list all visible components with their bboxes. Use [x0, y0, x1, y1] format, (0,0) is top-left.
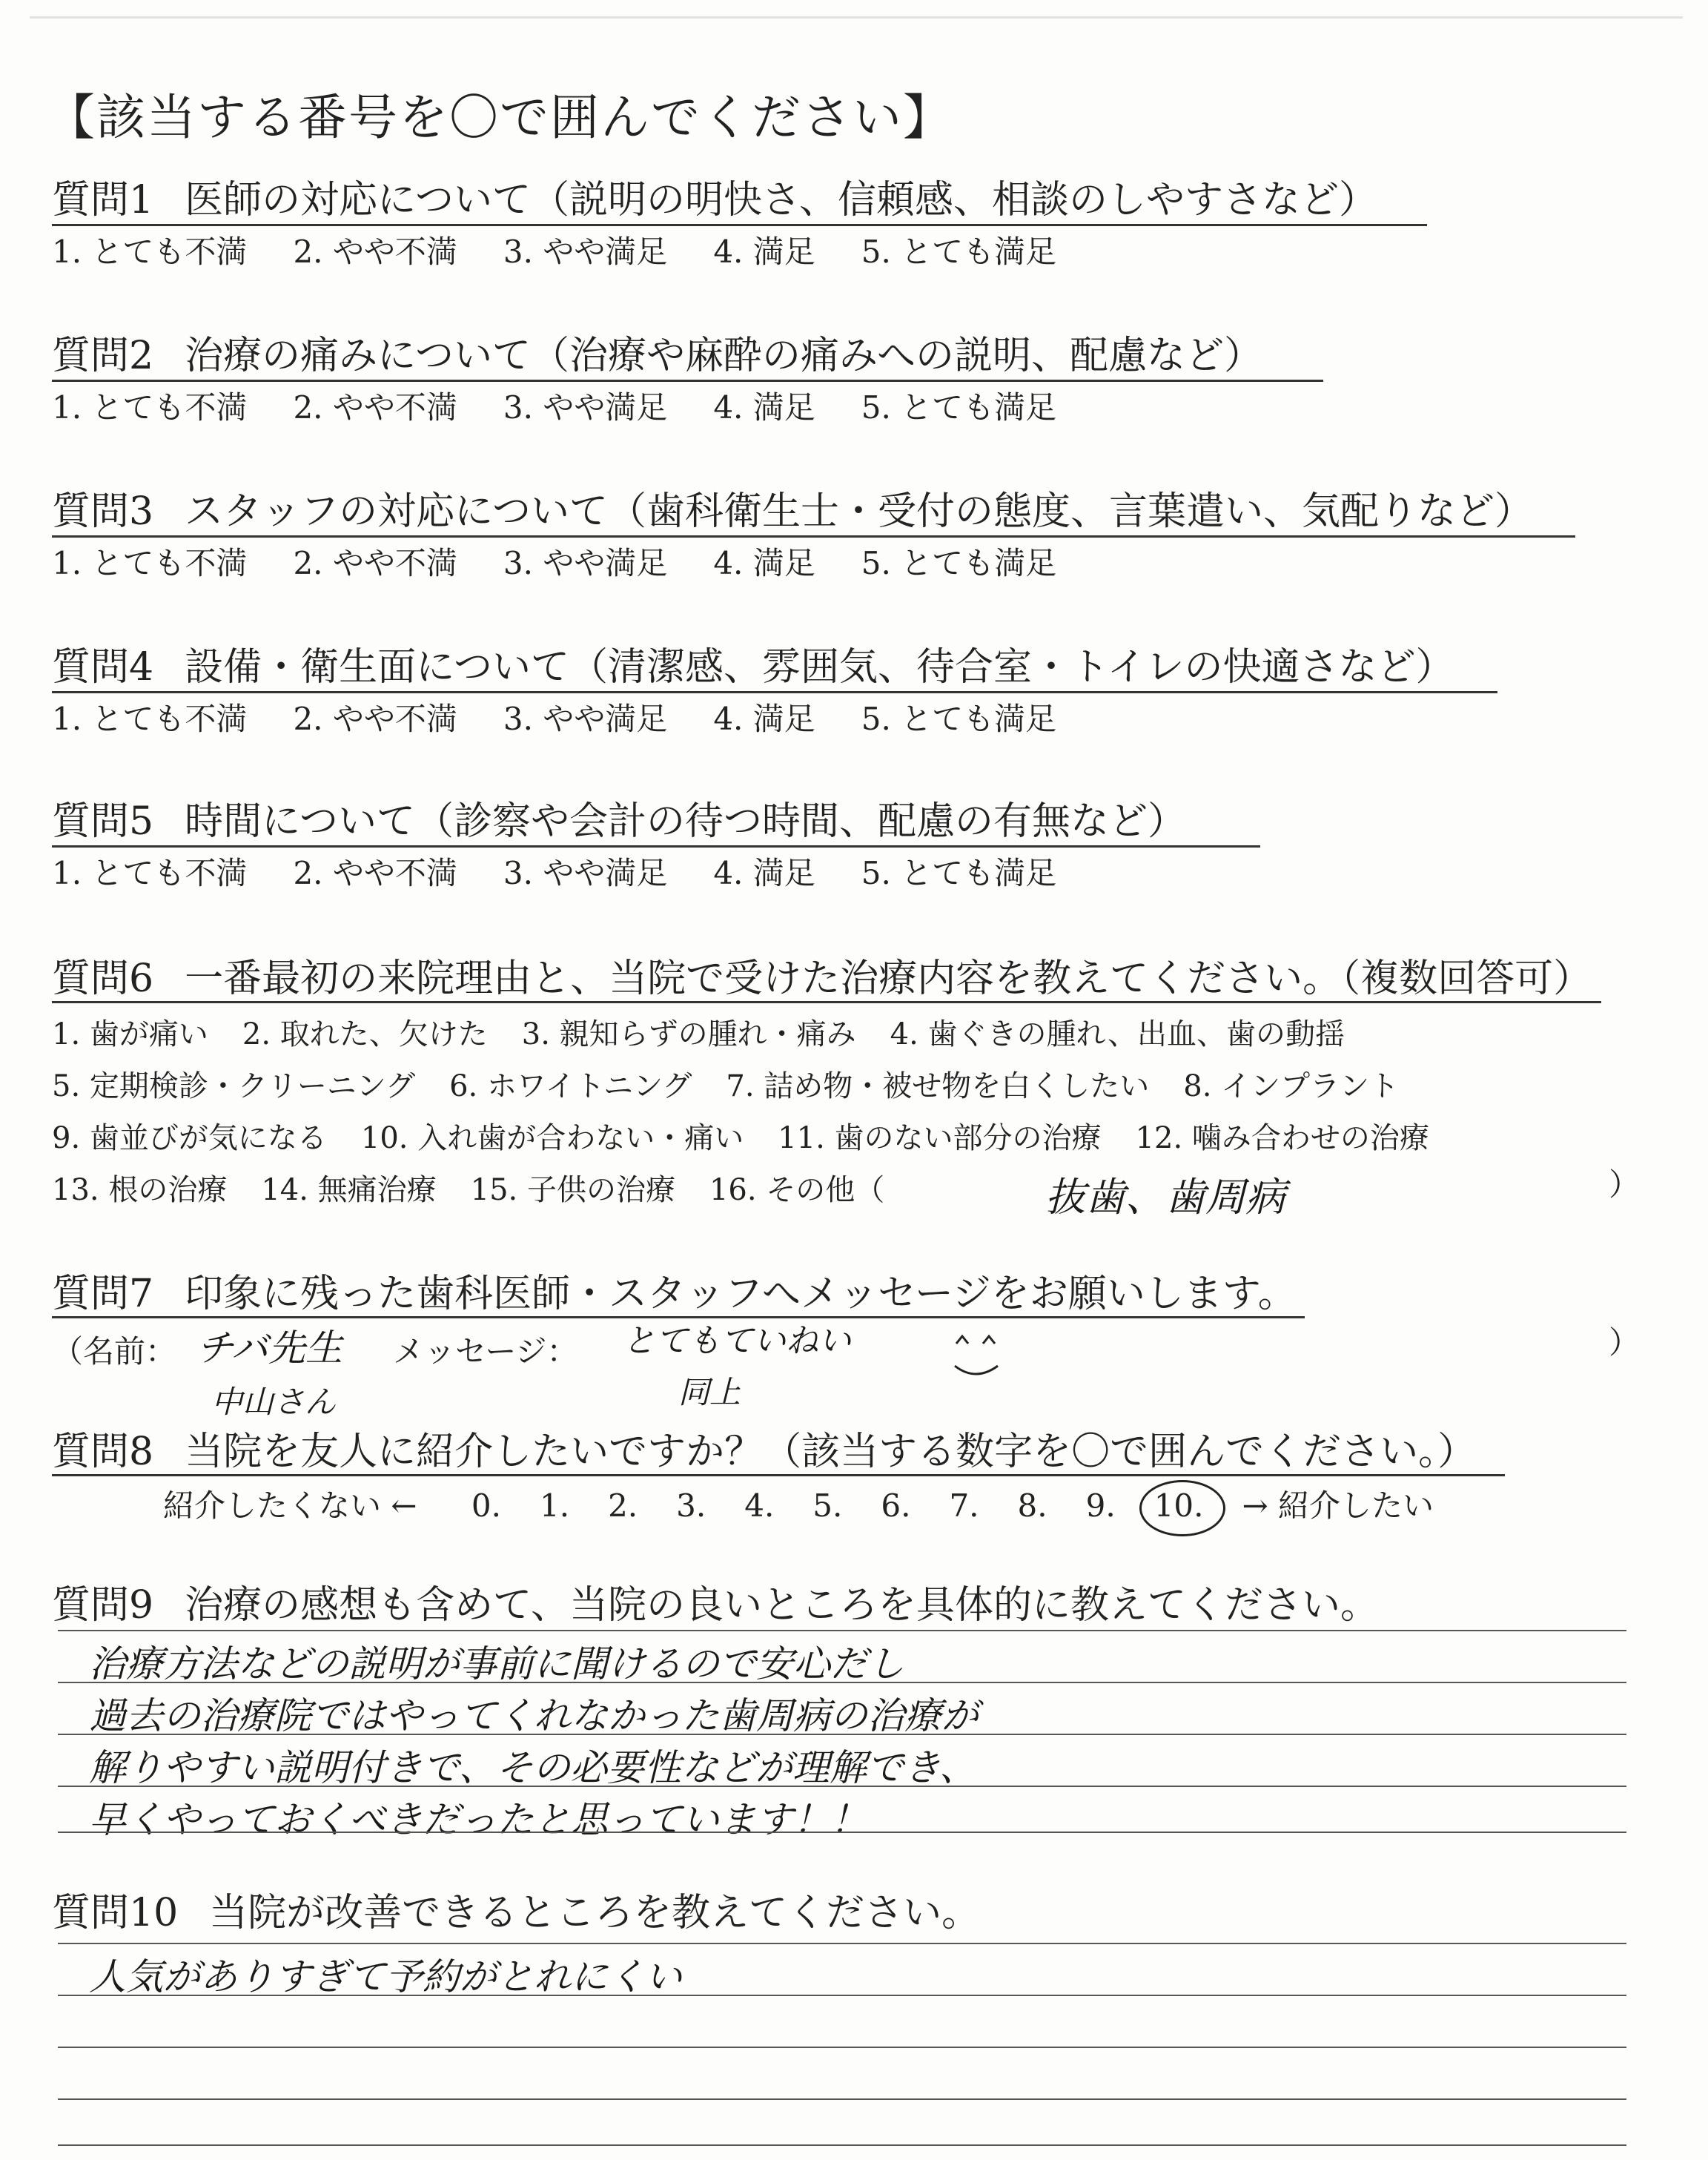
question-number: 質問1 — [52, 178, 154, 222]
question-text: 医師の対応について（説明の明快さ、信頼感、相談のしやすさなど） — [185, 178, 1377, 222]
q6-options — [52, 1008, 1646, 1216]
q6-option[interactable]: 12. 噛み合わせの治療 — [1135, 1121, 1429, 1155]
q9-answer-rule — [58, 1734, 1626, 1735]
q6-option[interactable]: 4. 歯ぐきの腫れ、出血、歯の動揺 — [890, 1017, 1345, 1051]
question-4 — [52, 638, 1646, 742]
q8-scale-3[interactable]: 3. — [676, 1487, 706, 1524]
question-number: 質問3 — [52, 489, 154, 534]
q6-underline — [52, 1001, 1601, 1003]
question-number: 質問4 — [52, 645, 154, 690]
q6-option-row — [52, 1164, 1646, 1216]
q10-answer-rule — [58, 1943, 1626, 1944]
rating-options — [52, 386, 1646, 430]
rating-options — [52, 851, 1646, 896]
question-number: 質問5 — [52, 799, 154, 844]
q7-message-label: メッセージ： — [393, 1333, 578, 1370]
question-1-underline — [52, 224, 1427, 226]
q6-option[interactable]: 1. 歯が痛い — [52, 1017, 208, 1051]
q6-option[interactable]: 14. 無痛治療 — [261, 1173, 437, 1207]
question-9 — [52, 1576, 1646, 1635]
question-text: 設備・衛生面について（清潔感、雰囲気、待合室・トイレの快適さなど） — [185, 645, 1454, 690]
q10-answer-line: 人気がありすぎて予約がとれにくい — [89, 1955, 682, 1998]
q6-option[interactable]: 3. 親知らずの腫れ・痛み — [521, 1017, 856, 1051]
question-number: 質問2 — [52, 334, 154, 378]
rating-option-5[interactable]: 5. とても満足 — [861, 389, 1057, 426]
smiley-icon — [949, 1333, 1008, 1385]
rating-option-5[interactable]: 5. とても満足 — [861, 545, 1057, 581]
rating-option-3[interactable]: 3. やや満足 — [503, 855, 668, 891]
rating-option-4[interactable]: 4. 満足 — [713, 855, 815, 891]
question-2 — [52, 326, 1646, 430]
question-5 — [52, 792, 1646, 896]
q6-other-handwritten: 抜歯、歯周病 — [1045, 1174, 1285, 1221]
question-text: スタッフの対応について（歯科衛生士・受付の態度、言葉遣い、気配りなど） — [185, 489, 1534, 534]
rating-option-1[interactable]: 1. とても不満 — [52, 855, 248, 891]
q8-left-label: 紹介したくない ← — [163, 1487, 417, 1524]
question-number: 質問7 — [52, 1272, 154, 1316]
q10-answer-rule — [58, 2098, 1626, 2100]
question-2-underline — [52, 380, 1323, 382]
question-text: 一番最初の来院理由と、当院で受けた治療内容を教えてください。（複数回答可） — [185, 957, 1592, 1001]
q6-option[interactable]: 9. 歯並びが気になる — [52, 1121, 327, 1155]
question-text: 当院が改善できるところを教えてください。 — [209, 1891, 981, 1935]
q6-option[interactable]: 6. ホワイトニング — [449, 1069, 692, 1103]
question-4-underline — [52, 691, 1497, 693]
question-text: 治療の感想も含めて、当院の良いところを具体的に教えてください。 — [185, 1583, 1380, 1628]
q7-name-2: 中山さん — [211, 1384, 337, 1420]
q8-scale-2[interactable]: 2. — [608, 1487, 638, 1524]
question-number: 質問6 — [52, 957, 154, 1001]
q6-option[interactable]: 5. 定期検診・クリーニング — [52, 1069, 416, 1103]
question-5-underline — [52, 845, 1260, 848]
q9-answer-line: 治療方法などの説明が事前に聞けるので安心だし — [89, 1642, 904, 1685]
question-text: 治療の痛みについて（治療や麻酔の痛みへの説明、配慮など） — [185, 334, 1263, 378]
question-1 — [52, 171, 1646, 274]
q8-scale-5[interactable]: 5. — [812, 1487, 843, 1524]
q6-option[interactable]: 7. 詰め物・被せ物を白くしたい — [726, 1069, 1150, 1103]
rating-option-5[interactable]: 5. とても満足 — [861, 855, 1057, 891]
q8-scale-0[interactable]: 0. — [471, 1487, 501, 1524]
q8-right-label: → 紹介したい — [1242, 1487, 1434, 1524]
q10-answer-rule — [58, 1995, 1626, 1996]
q7-close-paren: ） — [1609, 1324, 1641, 1361]
q8-scale-1[interactable]: 1. — [539, 1487, 570, 1524]
rating-option-2[interactable]: 2. やや不満 — [293, 701, 457, 737]
question-number: 質問9 — [52, 1583, 154, 1628]
question-10 — [52, 1883, 1646, 1943]
rating-options — [52, 230, 1646, 274]
rating-option-2[interactable]: 2. やや不満 — [293, 234, 457, 270]
q6-close-paren: ） — [1609, 1166, 1641, 1203]
q7-message-1: とてもていねい — [623, 1322, 851, 1360]
q6-option-row — [52, 1060, 1646, 1112]
rating-option-4[interactable]: 4. 満足 — [713, 234, 815, 270]
question-number: 質問8 — [52, 1430, 154, 1474]
rating-option-3[interactable]: 3. やや満足 — [503, 545, 668, 581]
q8-scale — [163, 1482, 1434, 1526]
rating-option-2[interactable]: 2. やや不満 — [293, 545, 457, 581]
question-number: 質問10 — [52, 1891, 179, 1935]
question-text: 印象に残った歯科医師・スタッフへメッセージをお願いします。 — [185, 1272, 1297, 1316]
q6-option[interactable]: 16. その他（ — [709, 1173, 885, 1207]
question-3-underline — [52, 535, 1575, 538]
rating-options — [52, 697, 1646, 742]
q6-option[interactable]: 15. 子供の治療 — [470, 1173, 675, 1207]
q7-message-2: 同上 — [678, 1374, 741, 1410]
q9-answer-line: 早くやっておくべきだったと思っています！！ — [89, 1798, 867, 1841]
q8-scale-8[interactable]: 8. — [1017, 1487, 1047, 1524]
rating-option-4[interactable]: 4. 満足 — [713, 545, 815, 581]
q7-name-1: チバ先生 — [196, 1327, 342, 1370]
rating-option-1[interactable]: 1. とても不満 — [52, 545, 248, 581]
q9-answer-line: 解りやすい説明付きで、その必要性などが理解でき、 — [89, 1746, 976, 1789]
rating-option-3[interactable]: 3. やや満足 — [503, 389, 668, 426]
rating-option-4[interactable]: 4. 満足 — [713, 701, 815, 737]
q6-option[interactable]: 13. 根の治療 — [52, 1173, 228, 1207]
question-8 — [52, 1422, 1646, 1482]
rating-option-1[interactable]: 1. とても不満 — [52, 701, 248, 737]
rating-option-1[interactable]: 1. とても不満 — [52, 234, 248, 270]
q9-answer-rule — [58, 1786, 1626, 1787]
q9-answer-line: 過去の治療院ではやってくれなかった歯周病の治療が — [89, 1694, 979, 1737]
page-title: 【該当する番号を〇で囲んでください】 — [46, 89, 953, 146]
question-text: 時間について（診察や会計の待つ時間、配慮の有無など） — [185, 799, 1187, 844]
rating-option-2[interactable]: 2. やや不満 — [293, 855, 457, 891]
rating-option-4[interactable]: 4. 満足 — [713, 389, 815, 426]
q7-name-label: （名前： — [52, 1333, 177, 1370]
q6-option[interactable]: 10. 入れ歯が合わない・痛い — [360, 1121, 744, 1155]
q10-answer-rule — [58, 2144, 1626, 2146]
q10-answer-rule — [58, 2047, 1626, 2048]
q6-option[interactable]: 11. 歯のない部分の治療 — [778, 1121, 1102, 1155]
q8-scale-4[interactable]: 4. — [744, 1487, 775, 1524]
rating-options — [52, 541, 1646, 586]
question-6 — [52, 949, 1646, 1216]
q6-option[interactable]: 8. インプラント — [1183, 1069, 1400, 1103]
q9-answer-rule — [58, 1682, 1626, 1683]
question-3 — [52, 482, 1646, 586]
rating-option-5[interactable]: 5. とても満足 — [861, 234, 1057, 270]
rating-option-1[interactable]: 1. とても不満 — [52, 389, 248, 426]
rating-option-2[interactable]: 2. やや不満 — [293, 389, 457, 426]
top-edge-line — [30, 16, 1683, 19]
rating-option-5[interactable]: 5. とても満足 — [861, 701, 1057, 737]
q8-scale-6[interactable]: 6. — [881, 1487, 911, 1524]
q6-option[interactable]: 2. 取れた、欠けた — [242, 1017, 488, 1051]
q6-option-row — [52, 1008, 1646, 1060]
q8-scale-7[interactable]: 7. — [949, 1487, 979, 1524]
rating-option-3[interactable]: 3. やや満足 — [503, 234, 668, 270]
q8-scale-10[interactable]: 10. — [1153, 1487, 1204, 1524]
q9-answer-rule — [58, 1832, 1626, 1833]
q9-answer-rule — [58, 1630, 1626, 1631]
q6-option-row — [52, 1112, 1646, 1164]
rating-option-3[interactable]: 3. やや満足 — [503, 701, 668, 737]
q8-scale-9[interactable]: 9. — [1085, 1487, 1116, 1524]
q8-underline — [52, 1474, 1505, 1476]
question-text: 当院を友人に紹介したいですか？（該当する数字を〇で囲んでください。） — [185, 1430, 1477, 1474]
